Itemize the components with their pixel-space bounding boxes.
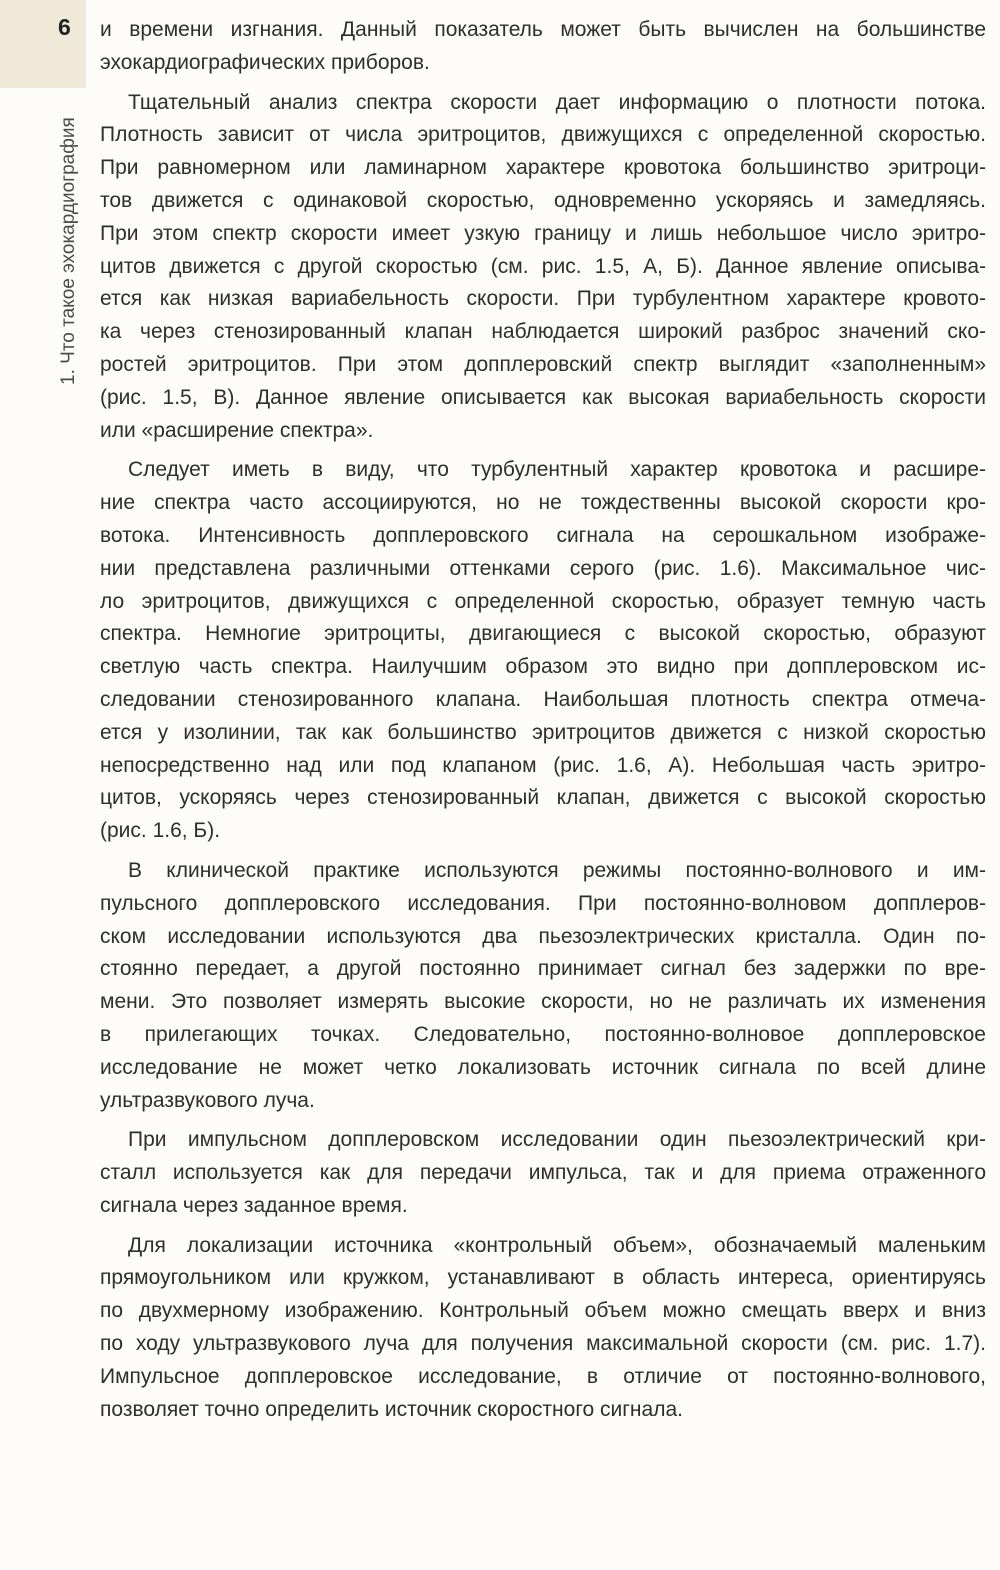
- text-line: ка через стенозированный клапан наблюдается широкий разброс значений ско-: [100, 320, 986, 344]
- text-line: позволяет точно определить источник скоростного сигнала.: [100, 1397, 683, 1421]
- text-line: Для локализации источника «контрольный объем», обозначаемый маленьким: [128, 1233, 986, 1257]
- text-line: мени. Это позволяет измерять высокие скорости, но не различать их изменения: [100, 990, 986, 1014]
- text-line: ло эритроцитов, движущихся с определенной скоростью, образует темную часть: [100, 589, 986, 613]
- body-text: [100, 14, 986, 1426]
- text-line: ется как низкая вариабельность скорости. При турбулентном характере кровото-: [100, 287, 986, 311]
- text-line: прямоугольником или кружком, устанавливают в область интереса, ориентируясь: [100, 1266, 986, 1290]
- paragraph: [100, 87, 986, 448]
- text-line: вотока. Интенсивность допплеровского сигнала на серошкальном изображе-: [100, 523, 986, 547]
- text-line: ется у изолинии, так как большинство эритроцитов движется с низкой скоростью: [100, 720, 986, 744]
- text-line: спектра. Немногие эритроциты, двигающиеся с высокой скоростью, образуют: [100, 622, 986, 646]
- text-line: непосредственно над или под клапаном (рис. 1.6, А). Небольшая часть эритро-: [100, 753, 986, 777]
- text-line: Тщательный анализ спектра скорости дает информацию о плотности потока.: [128, 90, 986, 114]
- text-line: ультразвукового луча.: [100, 1088, 315, 1112]
- text-line: следовании стенозированного клапана. Наибольшая плотность спектра отмеча-: [100, 687, 986, 711]
- text-line: цитов движется с другой скоростью (см. рис. 1.5, А, Б). Данное явление описыва-: [100, 254, 986, 278]
- paragraph: [100, 1230, 986, 1427]
- text-line: и времени изгнания. Данный показатель может быть вычислен на большинстве: [100, 18, 986, 41]
- text-line: сигнала через заданное время.: [100, 1193, 408, 1217]
- paragraph: [100, 855, 986, 1117]
- text-line: в прилегающих точках. Следовательно, постоянно-волновое допплеровское: [100, 1022, 986, 1046]
- text-line: сталл используется как для передачи импульса, так и для приема отраженного: [100, 1161, 986, 1185]
- text-line: эхокардиографических приборов.: [100, 50, 430, 74]
- text-line: тов движется с одинаковой скоростью, одновременно ускоряясь и замедляясь.: [100, 188, 986, 212]
- text-line: Импульсное допплеровское исследование, в отличие от постоянно-волнового,: [100, 1364, 986, 1388]
- page-number: 6: [58, 14, 71, 40]
- text-line: пульсного допплеровского исследования. При постоянно-волновом допплеров-: [100, 891, 986, 915]
- text-line: При импульсном допплеровском исследовании один пьезоэлектрический кри-: [128, 1128, 986, 1152]
- text-line: (рис. 1.5, В). Данное явление описывается как высокая вариабельность скорости: [100, 385, 986, 409]
- text-line: При равномерном или ламинарном характере кровотока большинство эритроци-: [100, 156, 986, 180]
- text-line: нии представлена различными оттенками серого (рис. 1.6). Максимальное чис-: [100, 556, 986, 580]
- text-line: В клинической практике используются режимы постоянно-волнового и им-: [128, 858, 986, 882]
- running-head: 1. Что такое эхокардиография: [58, 117, 79, 385]
- text-line: или «расширение спектра».: [100, 418, 374, 442]
- text-line: Следует иметь в виду, что турбулентный характер кровотока и расшире-: [128, 458, 986, 482]
- page-number-tab: [0, 0, 86, 88]
- text-line: стоянно передает, а другой постоянно принимает сигнал без задержки по вре-: [100, 957, 986, 981]
- text-line: ростей эритроцитов. При этом допплеровский спектр выглядит «заполненным»: [100, 352, 986, 376]
- text-line: ние спектра часто ассоциируются, но не тождественны высокой скорости кро-: [100, 491, 986, 515]
- paragraph: [100, 454, 986, 848]
- text-line: цитов, ускоряясь через стенозированный клапан, движется с высокой скоростью: [100, 786, 986, 810]
- text-line: светлую часть спектра. Наилучшим образом это видно при допплеровском ис-: [100, 655, 986, 679]
- text-line: (рис. 1.6, Б).: [100, 819, 221, 843]
- text-line: по двухмерному изображению. Контрольный объем можно смещать вверх и вниз: [100, 1299, 986, 1323]
- text-line: исследование не может четко локализовать источник сигнала по всей длине: [100, 1055, 986, 1079]
- text-line: по ходу ультразвукового луча для получения максимальной скорости (см. рис. 1.7).: [100, 1332, 986, 1356]
- text-line: Плотность зависит от числа эритроцитов, движущихся с определенной скоростью.: [100, 123, 986, 147]
- paragraph: [100, 1124, 986, 1222]
- text-line: ском исследовании используются два пьезоэлектрических кристалла. Один по-: [100, 924, 986, 948]
- paragraph: [100, 14, 986, 80]
- text-line: При этом спектр скорости имеет узкую границу и лишь небольшое число эритро-: [100, 221, 986, 245]
